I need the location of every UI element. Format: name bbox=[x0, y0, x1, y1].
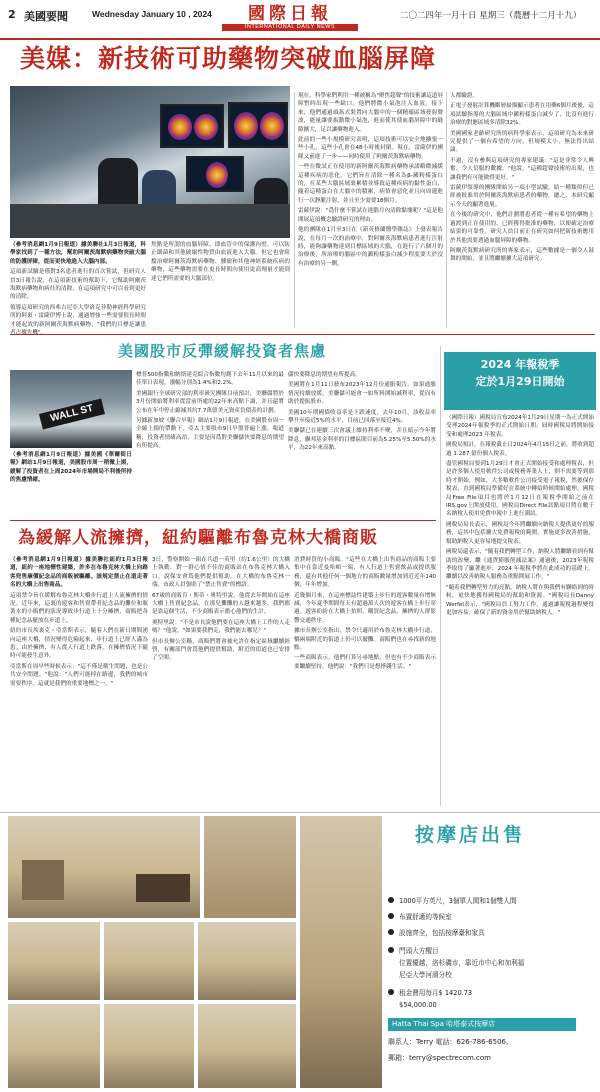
story1-paragraph: 焦點是所謂的血腦屏障。即血管中的保護內壁，可以防止細菌和其他破壞性物質由血液進入大腦。但它也會阻擋治療阿爾茨海默病藥物、腫瘤和其他神經系統疾病的藥物，這些藥物需要在更長時間內使用更高劑量才能到達它們所需要的大腦部位。 bbox=[151, 242, 290, 282]
tax-paragraph: （國際日報）國稅局宣布2024年1月29日星期一為正式開始受理2024年報稅季的正式開始日期。屆時國稅局將開始接受和處理2023 年稅表。 bbox=[446, 415, 594, 438]
tax-headline bbox=[444, 356, 596, 390]
story2-paragraph: 美聯儲已在連續三次會議上維持利率不變，并且暗示今年將降息，聯邦基金利率的目標區間目前為5.25%至5.50%的水平，為22年來高點。 bbox=[288, 428, 436, 452]
western-date: Wednesday January 10 , 2024 bbox=[92, 9, 212, 19]
story3-col1 bbox=[10, 556, 148, 806]
story1-paragraph: 不過，沒有參與這項研究的專家建議："這是非常令人興奮、令人信服的數據。"他說，"這種超聲技術的出現，也讓我們有可能做得更好。" bbox=[450, 157, 594, 181]
story2-paragraph: 標普500指數和納斯達克綜合指數均創下去年11月以來的最佳單日表現，漲幅分別為1.4%和2.2%。 bbox=[136, 372, 284, 387]
lab-photo bbox=[10, 86, 290, 238]
tax-article bbox=[446, 414, 594, 808]
ad-photo-room bbox=[198, 1004, 296, 1088]
ad-bullet bbox=[388, 896, 516, 907]
tax-headline-line1: 2024 年報稅季 bbox=[480, 358, 560, 371]
bullet-icon bbox=[388, 947, 394, 953]
story1-col1 bbox=[10, 241, 146, 339]
story3-paragraph: 亞當斯在周早些時候表示："這不僅是衛生問題，也是公共安全問題。"他說："人們可能掉在路邊，我們的城市需要秩序。這就是我們的重要地標之一。" bbox=[10, 663, 148, 687]
ad-bullet-continued: 尼亞大學河濱分校 bbox=[399, 971, 452, 979]
ad-photo-hallway bbox=[300, 816, 382, 1088]
story3-paragraph: 紐約市長埃裏克・亞當斯表示，隨着人們在新日期間湧向這座大橋，情況變得危險起來，步行道上已經人滿為患。由於擁擠，有人從人行道上跌落，在擁擠情況下隨時可能發生意外。 bbox=[10, 628, 148, 660]
story1-paragraph: 在今後的研究中，他們計劃將患者從一種有希望的藥物上過渡到正在使用的、已經獲得批准的藥物，以便確定治療結果的可靠性。研究人員目前正在研究如何把新技術應用於其他需要透過血腦屏障的藥物。 bbox=[450, 212, 594, 244]
story1-paragraph: 正電子發射計算機斷層掃描顯示患者在用藥6個月後後，這項試驗指導的大腦區域中澱粉樣蛋白減少了，比沒有進行治療的對應區域多清除32%。 bbox=[450, 103, 594, 127]
story1-paragraph: 他的團隊在1月至3日在《新英格蘭醫學雜誌》上發表報告說，在每月一次的治療中，對阿爾茨海默病患者進行注射時，能夠讓藥物達到目標區域的大腦，在進行了六個月的治療後，所治療的腦區中的澱粉樣蛋白減少程度要大於沒有治療的另一側。 bbox=[298, 227, 443, 267]
story2-headline: 美國股市反彈緩解投資者焦慮 bbox=[118, 342, 327, 360]
masthead-english: INTERNATIONAL DAILY NEWS bbox=[222, 24, 358, 31]
ad-email[interactable]: 郵箱：terry@spectrecom.com bbox=[388, 1054, 491, 1062]
story3-paragraph: 一些商販表示，他們打算另尋地點，但也有不少商販表示要繼續堅持。他們說："我們只是想掙錢生活。" bbox=[294, 655, 436, 670]
story3-paragraph: 近幾個月來，在這座標誌性建築上步行的遊客數量有增無減，今年夏季期間每天有超過萬人次的遊客在橋上步行穿過。遊客紛紛在大橋上拍照、購買紀念品，擁擠的人群影響交通秩序。 bbox=[294, 592, 436, 624]
bullet-icon bbox=[388, 897, 394, 903]
bullet-icon bbox=[388, 913, 394, 919]
story1-headline: 美媒：新技術可助藥物突破血腦屏障 bbox=[20, 44, 437, 73]
story2-col1 bbox=[10, 451, 132, 487]
column-rule bbox=[440, 346, 441, 806]
wall-street-sign: WALL ST bbox=[39, 398, 105, 429]
desk bbox=[10, 204, 290, 238]
bullet-icon bbox=[388, 929, 394, 935]
ad-photo-sofa bbox=[136, 874, 190, 902]
ad-photo-room bbox=[8, 1004, 100, 1088]
column-rule bbox=[294, 92, 295, 328]
ad-photo-room bbox=[104, 1004, 194, 1088]
story2-caption: （參考消息網1月9日報道）據美國《華爾街日報》網站1月9日報道，美國股市周一稍微上揚，緩解了投資者在上周2024年市場開局不利後所持的焦慮情緒。 bbox=[10, 452, 132, 484]
ad-photo-room bbox=[198, 922, 296, 1000]
ad-bullet-text: 門頭大方醒目 bbox=[399, 947, 439, 955]
ad-bullet bbox=[388, 928, 485, 939]
story3-headline: 為緩解人流擁擠，紐約驅離布魯克林大橋商販 bbox=[18, 528, 378, 548]
story1-col3 bbox=[298, 92, 443, 330]
brain-scan-image bbox=[234, 112, 258, 140]
story3-paragraph: 但市長辦公室稱，商販們將會被允許在指定區域繼續經營，有關部門會爲他們提供幫助，附近的街道也已安排了空間。 bbox=[152, 638, 290, 662]
brain-scan-monitor bbox=[228, 102, 288, 148]
story1-paragraph: 雷薩伊說："爲什麼不嘗試在進腦月內清除黏塊呢？"這是他開展這項概念驗證研究的理由。 bbox=[298, 208, 443, 223]
chinese-date: 二〇二四年一月十日 星期三（農曆十二月十九） bbox=[400, 11, 582, 21]
tax-paragraph: 國稅局預計，在報稅截止日2024年4月15日之前，將收到超過 1.287 億份個人稅表。 bbox=[446, 442, 594, 457]
brain-scan-image bbox=[260, 112, 284, 140]
ad-bullet bbox=[388, 988, 472, 999]
tax-headline-line2: 定於1月29日開始 bbox=[475, 375, 565, 388]
ad-photo-entrance bbox=[204, 816, 296, 918]
tax-paragraph: 國稅局還表示，"隨着我們轉型工作，納稅人將繼續看到有幫助的改變，繼《通貨膨脹削減法案》通過後，2023年報稅季取得了顯著進步，2024 年報稅季將在此成功的基礎上。繼續以改善納稅人服務為重點開展工作。" bbox=[446, 549, 594, 581]
story3-paragraph: 這項禁令旨在緩解布魯克林大橋步行道上人流擁擠的情況。近年來，這裏的遊客和售賣帶者紀念品的攤位和瓶裝水的小販們的狀況導致步行道上十分擁擠，商販把各種紀念品擺放在步道上。 bbox=[10, 592, 148, 624]
brain-scan-monitor bbox=[160, 104, 224, 148]
story1-col2 bbox=[151, 241, 290, 285]
ad-photo-reception bbox=[8, 816, 200, 918]
story1-paragraph: 美國國家老齡研究所的病科學家表示，這項研究為未來研究提供了一個有希望的方向，但規模太小，無法得出結論。 bbox=[450, 130, 594, 154]
ad-bullet-text: 1000平方英尺，3個單人間和1個雙人間 bbox=[399, 897, 517, 905]
story1-paragraph: 此前的一些小規模研究表明，這項技術可以安全地擴張一些小孔，這些小孔會在48小時後封閉。現在，雷薩伊的團隊又前進了一步——同時使用了阿爾茨海默病藥物。 bbox=[298, 137, 443, 160]
brain-scan-image bbox=[168, 114, 192, 140]
tax-paragraph: 盡管國稅局要到1月29日才會正式開始接受和處理稅表，但是許多個人使用軟件公司或稅務專業人士，則不需要等到那時才開始。例如，大多數軟件公司接受電子報稅，然後保存稅表，直到國稅局準備好在系統中轉給時候開始處理。國稅局Free File項目也將於1月12日在報稅季開始之前在IRS.gov上開放使用。國稅局Direct File試點項目將在數千名納稅人使用免費申報中上進行測試。 bbox=[446, 461, 594, 518]
story2-paragraph: 另據新加坡《聯合早報》網站1月9日報道，在美國股市周一全線上揚的帶動下，亞太主要股市9日早盤普遍上漲。報道稱，投資者情緒高昂，主要是因爲對美聯儲快要降息的期望有所提高。 bbox=[136, 418, 284, 450]
story2-paragraph: 美國10年期國債收益率是下跌速度，去年10月，該收益率攀升至接近5%的水平，目前已回落至接近4%。 bbox=[288, 409, 436, 425]
story1-paragraph: 現在，科學家們利用一種被稱為"聚焦超聲"的技術讓這道屏障暫時出現一些缺口。他們將微小氣泡注入血液。接下來，他們通過頭盔式裝置向大腦中的一個精確區域發射聲波，能量讓要振動微小氣泡，進而使其使血腦屏障中的縫隙擴大，足以讓藥物進入。 bbox=[298, 93, 443, 133]
story1-paragraph: 一些在微試正在使用的新阿爾茨海默病藥物承諾略微減緩這種疾病的惡化。它們旨在清除一種名為β-澱粉樣蛋白的，在某些大腦區域裏累積並導致這種疾病的黏性蛋白，隨着這種蛋白在大腦中的積累，病情會惡化並且向周邊進行一次靜脈注射，並且至少需要18個月。 bbox=[298, 164, 443, 204]
story1-col4 bbox=[450, 92, 594, 330]
story1-paragraph: 這項新試驗是僅對3名患者進行的首次嘗試，但研究人員3日報告說，在這項新技術的幫助下，它幫助阿爾茨海默病藥物和病灶的清除，在這項研究中可以看到更好的清除。 bbox=[10, 269, 146, 301]
story1-paragraph: 阿爾茨海默病研究所的專家表示，這些數據是一個令人鼓舞的開始，並且將繼續擴大這項研究。 bbox=[450, 247, 594, 263]
story3-paragraph: 據市長辦公室指出，禁令只適用於布魯克林大橋步行道，橋兩端附近的街道上仍可以擺攤。商販們也在尋找新的地點。 bbox=[294, 628, 436, 652]
ad-bullet bbox=[388, 912, 452, 923]
story2-col3 bbox=[288, 371, 436, 511]
ad-title: 按摩店出售 bbox=[414, 824, 525, 846]
masthead-chinese: 國際日報 bbox=[248, 4, 332, 24]
ad-bullet-text: 設施齊全，包括按摩臺和家具 bbox=[399, 929, 485, 937]
story2-paragraph: 美國銀行全球研究部的利率研究團隊目前預計，美聯儲將於3月份開始將利率從當前所處的22年來高點下調，并且還將公布在年中停止縮減其約7.7萬億美元資產負債表的計劃。 bbox=[136, 390, 284, 414]
section-rule bbox=[10, 520, 436, 521]
story3-paragraph: 奧特里說："不是市長說他們要在這座大橋上工作的人走嗎？"他說，"如果要我們走，我們能去哪兒？" bbox=[152, 619, 290, 635]
ad-photo-room bbox=[8, 922, 100, 1000]
story3-paragraph: 消費時買的小商販。"這些在大橋上出售商品的商販主要集中在靠近曼哈頓一端，有人行道上售賣飲品或提供服務，還有其他任何一個地方的商販數量增加到近近年140個，年年增加。 bbox=[294, 557, 436, 589]
bullet-icon bbox=[388, 989, 394, 995]
masthead bbox=[222, 4, 358, 31]
ad-bullet-text: 布置舒適的等候室 bbox=[399, 913, 452, 921]
spa-name-bar: Hatta Thai Spa 哈塔泰式按摩店 bbox=[388, 1018, 576, 1031]
story3-paragraph: 3日，警察開始一組在兵道一英里（約1.6公里）的大橋上執勤。對一群心情不佳的商販站在布魯克林大橋入口，說保安會爲他們提供幫助。在大橋的布魯克林一端，市政人員張貼了"禁止售賣"的標語。 bbox=[152, 557, 290, 589]
story2-col2 bbox=[136, 371, 284, 511]
story2-paragraph: 儲快要降息的期望有所提高。 bbox=[288, 372, 361, 378]
story1-paragraph: 人都驗證。 bbox=[450, 93, 478, 99]
ad-photo-cabinet bbox=[22, 860, 64, 900]
story2-paragraph: 美國將在1月11日發布2023年12月份通脹報告。如果通脹情況持續放緩，美聯儲可能會一如所料開始減利率，從而有助於提振股市。 bbox=[288, 382, 436, 406]
ad-bullet bbox=[388, 946, 439, 957]
brain-scan-image bbox=[206, 162, 228, 188]
story3-col2 bbox=[152, 556, 290, 806]
ad-bullet-text: 租金費用每月$ 1420.73 bbox=[399, 989, 473, 997]
ad-photo-room bbox=[104, 922, 194, 1000]
ad-contact: 聯系人：Terry 電話：626-786-6506, bbox=[388, 1038, 509, 1046]
ad-price: $54,000.00 bbox=[399, 1001, 437, 1009]
brain-scan-monitor bbox=[186, 156, 244, 192]
story3-paragraph: 67歲的商販肯・斯蒂・奧特里說，他從去年開始在這座大橋上售賣紀念品，在那兒攤攤的人越來越多，我們都是靠這個生活，不少商販表示擔心他們的生計。 bbox=[152, 592, 290, 616]
story3-paragraph: （參考消息網1月9日報道）據美聯社紐約1月3日報道，紐約一座地標性建築，許多在布魯克林大橋上向路客兜售廉價紀念品的商販被驅離。該規定禁止在道走著名的大橋上出售商品。 bbox=[10, 557, 148, 589]
section-name: 美國要聞 bbox=[24, 10, 68, 23]
tax-paragraph: "隨着我們轉型努力的亮點，納稅人將在與我們有聯絡到的時候，更快地獲得國稅局的幫助和資源。"國稅局長Danny Werfel表示，"國稅局員工努力工作，通過讓報稅過程變得更加容易，確保了新的資金用於幫助納稅人。" bbox=[446, 584, 594, 616]
story3-col3 bbox=[294, 556, 436, 806]
ad-bullet-continued: 位置優越，洛杉磯市，靠近市中心和加利福 bbox=[399, 959, 525, 967]
story1-paragraph: 領導這項研究的西弗吉尼亞大學洛克菲勒神經科學研究所的阿裏・雷薩伊博士說，通過增強一些需要很長時間才能起效的新阿爾茨海默病藥物，"我們的目標是讓患者占據先機"。 bbox=[10, 304, 146, 337]
page-number: 2 bbox=[8, 8, 16, 21]
brain-scan-image bbox=[194, 114, 218, 140]
story1-paragraph: 雷薩伊領導的團隊開始另一項小型試驗，給一種類似但已經被批准用於阿爾茨海默病患者的藥物。總之，本研究顯示今天的顯著進展。 bbox=[450, 185, 594, 208]
column-rule bbox=[446, 92, 447, 328]
story1-caption: （參考消息網1月9日報道）據美聯社1月3日報道，科學家找到了一種方法，幫助阿爾茨海默病藥物突破大腦的防護屏障，從而更快地進入大腦內部。 bbox=[10, 242, 146, 265]
tax-paragraph: 國稅局局長表示，國稅局今年將繼續向納稅人提供更好的服務，這其中包括擴大免費報稅的範圍，實施更多改善措施，幫助納稅人更容易地提交稅表。 bbox=[446, 521, 594, 545]
